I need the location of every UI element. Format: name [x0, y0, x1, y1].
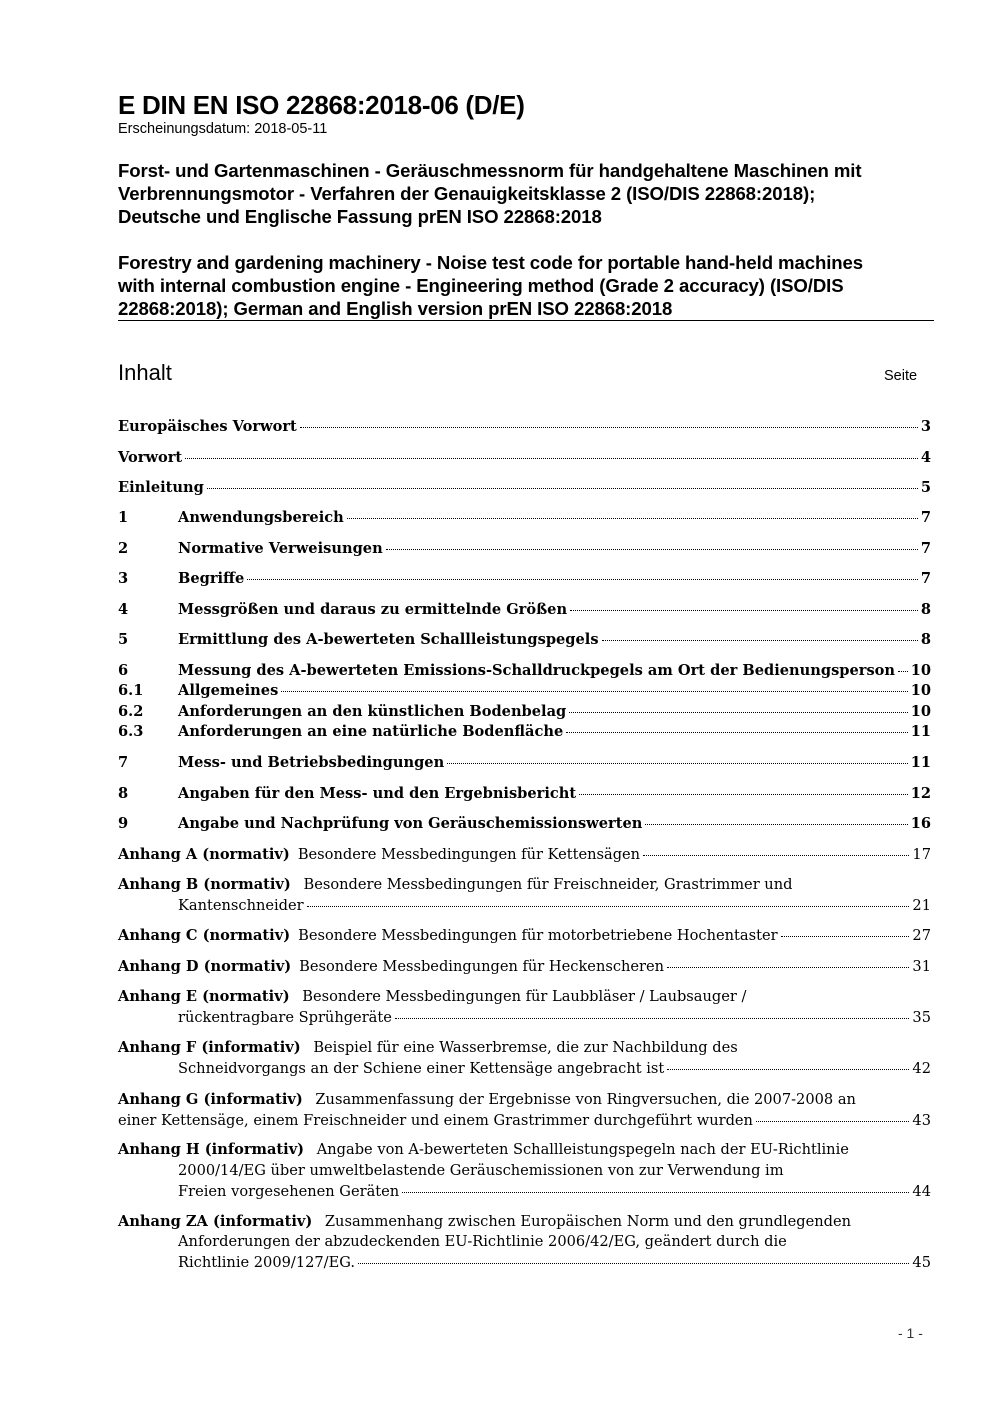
toc-annex-entry[interactable]	[118, 957, 931, 978]
title-english-line: Forestry and gardening machinery - Noise test code for portable hand-held machines	[118, 252, 864, 273]
toc-annex-title: Beispiel für eine Wasserbremse, die zur Nachbildung des	[313, 1039, 738, 1056]
toc-entry-number: 5	[118, 631, 129, 648]
toc-leader-dots	[569, 711, 907, 713]
toc-entry-page: 8	[920, 601, 931, 618]
toc-annex-title: Besondere Messbedingungen für Freischneider, Grastrimmer und	[303, 876, 793, 893]
toc-leader-dots	[645, 823, 907, 825]
toc-leader-dots	[566, 731, 907, 733]
toc-annex-continuation[interactable]	[118, 1182, 931, 1203]
document-id-title: E DIN EN ISO 22868:2018-06 (D/E)	[118, 90, 525, 120]
toc-entry-text: Europäisches Vorwort	[118, 418, 297, 435]
toc-entry-page: 10	[910, 682, 931, 699]
toc-leader-dots	[643, 854, 909, 856]
toc-entry-text: Ermittlung des A-bewerteten Schallleistungspegels	[178, 631, 599, 648]
toc-annex-continuation[interactable]	[118, 1059, 931, 1080]
toc-entry-page: 12	[910, 785, 931, 802]
toc-entry-page: 7	[920, 570, 931, 587]
toc-entry-page: 44	[912, 1183, 931, 1200]
toc-annex-title: Zusammenhang zwischen Europäischen Norm und den grundlegenden	[324, 1213, 852, 1230]
toc-entry-number: 6.1	[118, 682, 144, 699]
title-english-line: with internal combustion engine - Engineering method (Grade 2 accuracy) (ISO/DIS	[118, 275, 844, 296]
toc-entry[interactable]	[118, 508, 931, 529]
toc-leader-dots	[358, 1262, 909, 1264]
toc-annex-continuation[interactable]	[118, 1008, 931, 1029]
toc-entry-page: 11	[910, 723, 931, 740]
toc-entry-text: Anwendungsbereich	[178, 509, 344, 526]
toc-entry[interactable]	[118, 722, 931, 743]
toc-entry-number: 4	[118, 601, 129, 618]
toc-annex-label: Anhang C (normativ)	[118, 927, 291, 944]
toc-annex-title: Besondere Messbedingungen für Laubbläser / Laubsauger /	[302, 988, 747, 1005]
toc-leader-dots	[667, 966, 909, 968]
toc-annex-label: Anhang D (normativ)	[118, 958, 292, 975]
toc-entry-page: 8	[920, 631, 931, 648]
toc-entry-page: 43	[912, 1112, 931, 1129]
toc-entry-text: Messgrößen und daraus zu ermittelnde Größen	[178, 601, 568, 618]
toc-entry-number: 6.3	[118, 723, 144, 740]
toc-annex-continuation[interactable]	[118, 1253, 931, 1274]
toc-entry-text: Anforderungen an eine natürliche Bodenfläche	[178, 723, 564, 740]
toc-leader-dots	[570, 609, 918, 611]
toc-entry-number: 1	[118, 509, 129, 526]
toc-entry-text: Einleitung	[118, 479, 204, 496]
toc-annex-title: Kantenschneider	[178, 897, 304, 914]
toc-leader-dots	[247, 578, 918, 580]
toc-entry-page: 5	[920, 479, 931, 496]
toc-leader-dots	[185, 457, 918, 459]
toc-leader-dots	[756, 1120, 909, 1122]
toc-entry-text: Vorwort	[118, 449, 183, 466]
toc-annex-continuation[interactable]	[118, 1111, 931, 1132]
toc-entry-page: 16	[910, 815, 931, 832]
toc-entry[interactable]	[118, 753, 931, 774]
toc-heading: Inhalt	[118, 360, 172, 385]
toc-entry-number: 9	[118, 815, 129, 832]
toc-entry-page: 42	[912, 1060, 931, 1077]
toc-entry-page: 7	[920, 540, 931, 557]
toc-entry[interactable]	[118, 681, 931, 702]
toc-entry-page: 11	[910, 754, 931, 771]
toc-entry-number: 6.2	[118, 703, 144, 720]
toc-leader-dots	[300, 426, 918, 428]
toc-entry-number: 7	[118, 754, 129, 771]
toc-entry-number: 3	[118, 570, 129, 587]
toc-leader-dots	[386, 548, 918, 550]
toc-entry[interactable]	[118, 417, 931, 438]
toc-entry-page: 10	[910, 662, 931, 679]
toc-leader-dots	[602, 639, 918, 641]
toc-entry[interactable]	[118, 569, 931, 590]
toc-entry-page: 21	[912, 897, 931, 914]
toc-annex-entry[interactable]	[118, 1140, 931, 1161]
toc-entry-page: 35	[912, 1009, 931, 1026]
toc-annex-title: Besondere Messbedingungen für Heckenscheren	[299, 958, 665, 975]
toc-annex-label: Anhang E (normativ)	[118, 988, 290, 1005]
toc-annex-title: rückentragbare Sprühgeräte	[178, 1009, 392, 1026]
toc-entry-text: Messung des A-bewerteten Emissions-Schalldruckpegels am Ort der Bedienungsperson	[178, 662, 896, 679]
toc-annex-title: Zusammenfassung der Ergebnisse von Ringversuchen, die 2007-2008 an	[315, 1091, 856, 1108]
toc-leader-dots	[347, 517, 918, 519]
toc-leader-dots	[781, 935, 910, 937]
title-german	[118, 159, 938, 228]
toc-entry-page: 31	[912, 958, 931, 975]
toc-entry[interactable]	[118, 630, 931, 651]
toc-entry-page: 27	[912, 927, 931, 944]
toc-entry-page: 3	[920, 418, 931, 435]
title-german-line: Verbrennungsmotor - Verfahren der Genauigkeitsklasse 2 (ISO/DIS 22868:2018);	[118, 183, 816, 204]
toc-entry-number: 8	[118, 785, 129, 802]
toc-annex-title: einer Kettensäge, einem Freischneider und einem Grastrimmer durchgeführt wurden	[118, 1112, 753, 1129]
toc-entry-page: 4	[920, 449, 931, 466]
toc-page-column-label: Seite	[884, 368, 918, 384]
toc-entry[interactable]	[118, 478, 931, 499]
toc-leader-dots	[447, 762, 908, 764]
toc-leader-dots	[281, 690, 907, 692]
toc-annex-title: Besondere Messbedingungen für motorbetriebene Hochentaster	[298, 927, 778, 944]
toc-leader-dots	[667, 1068, 909, 1070]
toc-annex-label: Anhang F (informativ)	[118, 1039, 301, 1056]
toc-annex-label: Anhang ZA (informativ)	[118, 1213, 313, 1230]
title-divider	[118, 320, 934, 321]
toc-annex-label: Anhang A (normativ)	[118, 846, 290, 863]
toc-entry-text: Begriffe	[178, 570, 245, 587]
toc-annex-label: Anhang H (informativ)	[118, 1141, 305, 1158]
toc-entry-text: Allgemeines	[178, 682, 279, 699]
toc-entry[interactable]	[118, 814, 931, 835]
toc-annex-title: Freien vorgesehenen Geräten	[178, 1183, 400, 1200]
publication-date: Erscheinungsdatum: 2018-05-11	[118, 121, 328, 137]
toc-annex-title: Angabe von A-bewerteten Schallleistungspegeln nach der EU-Richtlinie	[316, 1141, 849, 1158]
toc-leader-dots	[307, 905, 910, 907]
toc-annex-continuation[interactable]	[118, 896, 931, 917]
toc-leader-dots	[207, 487, 918, 489]
toc-leader-dots	[898, 670, 908, 672]
toc-entry[interactable]	[118, 448, 931, 469]
toc-entry[interactable]	[118, 539, 931, 560]
toc-entry[interactable]	[118, 661, 931, 682]
toc-annex-entry[interactable]	[118, 1212, 931, 1233]
toc-entry[interactable]	[118, 784, 931, 805]
toc-entry-text: Angabe und Nachprüfung von Geräuschemissionswerten	[178, 815, 643, 832]
toc-annex-entry[interactable]	[118, 987, 931, 1008]
toc-annex-entry[interactable]	[118, 1038, 931, 1059]
toc-annex-label: Anhang G (informativ)	[118, 1091, 303, 1108]
toc-entry-text: Mess- und Betriebsbedingungen	[178, 754, 445, 771]
toc-annex-continuation: 2000/14/EG über umweltbelastende Geräuschemissionen von zur Verwendung im	[178, 1162, 784, 1179]
toc-annex-entry[interactable]	[118, 845, 931, 866]
toc-entry-text: Normative Verweisungen	[178, 540, 383, 557]
toc-annex-title: Schneidvorgangs an der Schiene einer Kettensäge angebracht ist	[178, 1060, 665, 1077]
toc-entry[interactable]	[118, 702, 931, 723]
toc-annex-entry[interactable]	[118, 875, 931, 896]
toc-entry-page: 10	[910, 703, 931, 720]
toc-entry-page: 7	[920, 509, 931, 526]
title-english-line: 22868:2018); German and English version prEN ISO 22868:2018	[118, 298, 673, 319]
toc-entry-number: 2	[118, 540, 129, 557]
toc-entry-number: 6	[118, 662, 129, 679]
toc-annex-entry[interactable]	[118, 1090, 931, 1111]
toc-entry-text: Anforderungen an den künstlichen Bodenbelag	[178, 703, 567, 720]
toc-leader-dots	[395, 1017, 910, 1019]
toc-annex-entry[interactable]	[118, 926, 931, 947]
page-number: - 1 -	[898, 1325, 923, 1341]
toc-leader-dots	[402, 1191, 909, 1193]
toc-annex-label: Anhang B (normativ)	[118, 876, 291, 893]
toc-annex-title: Besondere Messbedingungen für Kettensägen	[297, 846, 641, 863]
toc-entry-page: 45	[912, 1254, 931, 1271]
toc-annex-continuation: Anforderungen der abzudeckenden EU-Richtlinie 2006/42/EG, geändert durch die	[178, 1233, 787, 1250]
toc-entry-page: 17	[912, 846, 931, 863]
toc-entry[interactable]	[118, 600, 931, 621]
toc-entry-text: Angaben für den Mess- und den Ergebnisbericht	[178, 785, 577, 802]
toc-leader-dots	[579, 793, 908, 795]
title-german-line: Forst- und Gartenmaschinen - Geräuschmessnorm für handgehaltene Maschinen mit	[118, 160, 862, 181]
title-english	[118, 251, 938, 320]
title-german-line: Deutsche und Englische Fassung prEN ISO 22868:2018	[118, 206, 602, 227]
toc-annex-title: Richtlinie 2009/127/EG.	[178, 1254, 356, 1271]
